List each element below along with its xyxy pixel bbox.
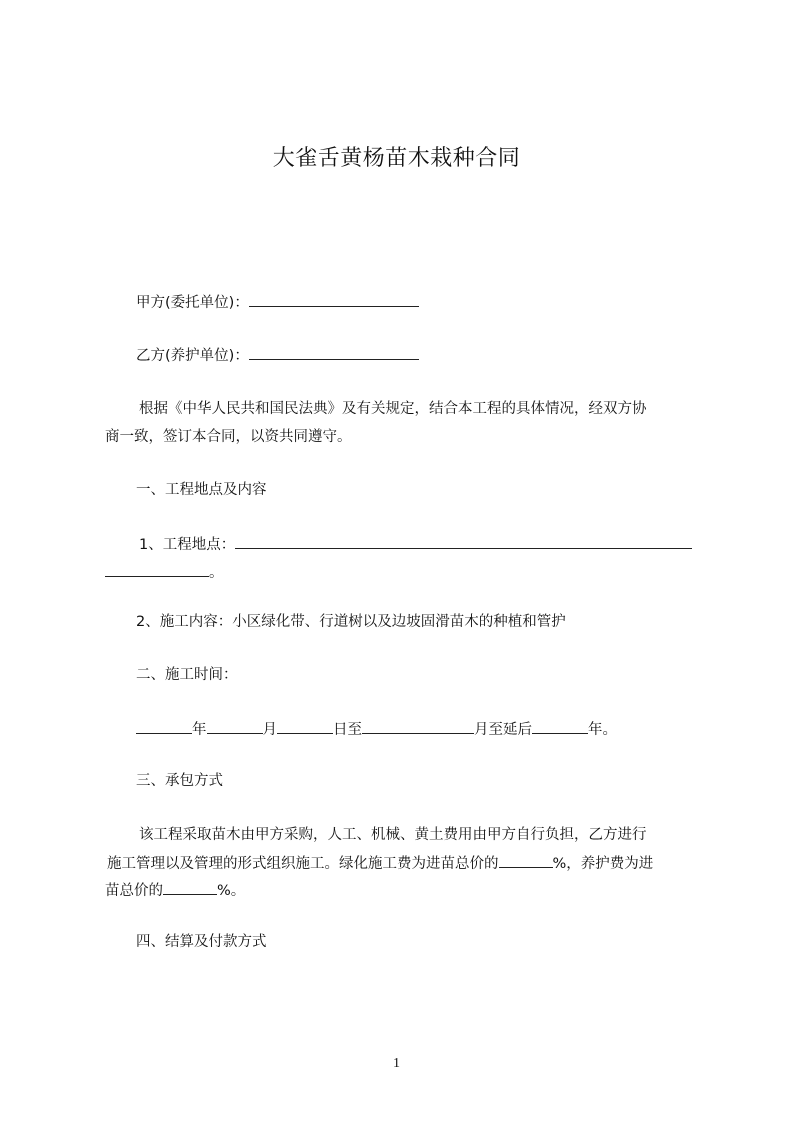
time-month-label: 月 — [262, 722, 277, 738]
contract-line-1: 该工程采取苗木由甲方采购，人工、机械、黄土费用由甲方自行负担，乙方进行 — [139, 827, 647, 843]
section-3-heading: 三、承包方式 — [136, 773, 223, 789]
item-1-line — [139, 533, 692, 555]
party-a-blank — [249, 291, 419, 307]
start-month-blank — [207, 718, 263, 734]
location-blank-continued — [105, 561, 209, 577]
section-4-heading: 四、结算及付款方式 — [136, 934, 267, 950]
intro-line-1: 根据《中华人民共和国民法典》及有关规定，结合本工程的具体情况，经双方协 — [139, 401, 647, 417]
item-1-continuation — [105, 561, 224, 583]
item-2-line: 2、施工内容：小区绿化带、行道树以及边坡固滑苗木的种植和管护 — [136, 614, 566, 630]
time-year-label: 年 — [192, 722, 207, 738]
party-b-label: 乙方(养护单位)： — [136, 348, 249, 364]
contract-line-3 — [105, 879, 245, 901]
end-year-blank — [532, 718, 588, 734]
contract-line-2 — [107, 852, 653, 874]
intro-line-2: 商一致，签订本合同，以资共同遵守。 — [105, 429, 352, 445]
end-month-blank — [362, 718, 474, 734]
party-b-blank — [249, 344, 419, 360]
time-extend-label: 月至延后 — [474, 722, 532, 738]
start-year-blank — [136, 718, 192, 734]
contract-line-3-suffix: %。 — [217, 883, 246, 899]
maintenance-fee-blank — [163, 879, 217, 895]
party-a-line — [136, 291, 419, 313]
location-blank — [235, 533, 692, 549]
contract-line-2-text: 施工管理以及管理的形式组织施工。绿化施工费为进苗总价的 — [107, 856, 499, 872]
section-2-heading: 二、施工时间： — [136, 667, 238, 683]
construction-fee-blank — [499, 852, 553, 868]
party-a-label: 甲方(委托单位)： — [136, 295, 249, 311]
start-day-blank — [277, 718, 333, 734]
contract-line-2-suffix: %，养护费为进 — [552, 856, 654, 872]
item-1-label: 1、工程地点： — [139, 537, 236, 553]
party-b-line — [136, 344, 419, 366]
item-1-end: 。 — [209, 565, 224, 581]
contract-line-3-text: 苗总价的 — [105, 883, 163, 899]
time-day-to-label: 日至 — [333, 722, 362, 738]
section-1-heading: 一、工程地点及内容 — [136, 482, 267, 498]
page-number: 1 — [393, 1056, 400, 1071]
time-year-end-label: 年。 — [588, 722, 617, 738]
document-title: 大雀舌黄杨苗木栽种合同 — [272, 146, 521, 171]
time-line — [136, 718, 617, 740]
